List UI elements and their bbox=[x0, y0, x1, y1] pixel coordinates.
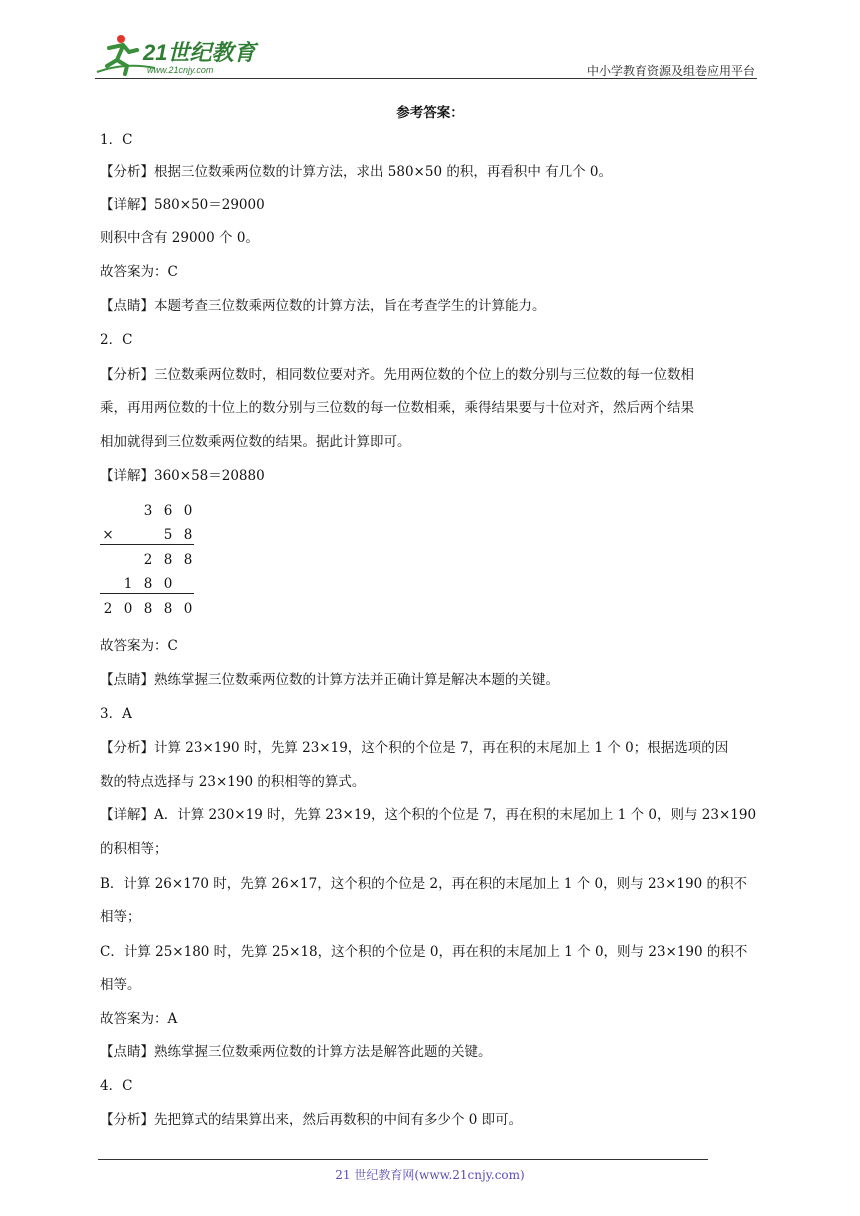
calc-digit: 8 bbox=[143, 576, 153, 592]
page-header bbox=[95, 32, 757, 80]
calc-digit: 8 bbox=[163, 552, 173, 568]
answer-line: 数的特点选择与 23×190 的积相等的算式。 bbox=[100, 774, 366, 790]
calc-digit: 0 bbox=[163, 576, 173, 592]
calc-digit: 5 bbox=[163, 527, 173, 543]
calc-rule bbox=[100, 544, 194, 545]
answer-line: 故答案为：A bbox=[100, 1011, 178, 1027]
calc-digit: 0 bbox=[123, 601, 133, 617]
answer-line: 4．C bbox=[100, 1078, 133, 1094]
platform-name: 中小学教育资源及组卷应用平台 bbox=[586, 64, 755, 78]
calc-digit: 8 bbox=[183, 527, 193, 543]
calc-digit: 8 bbox=[183, 552, 193, 568]
calc-digit: 6 bbox=[163, 503, 173, 519]
answer-line: 1．C bbox=[100, 132, 133, 148]
answer-line: 【详解】580×50＝29000 bbox=[100, 197, 265, 213]
answer-line: 【点睛】熟练掌握三位数乘两位数的计算方法是解答此题的关键。 bbox=[100, 1044, 492, 1060]
header-divider bbox=[95, 78, 757, 79]
answer-line: C．计算 25×180 时，先算 25×18，这个积的个位是 0，再在积的末尾加上 1 个 0，则与 23×190 的积不 bbox=[100, 944, 748, 960]
answer-line: 3．A bbox=[100, 706, 132, 722]
answer-line: 的积相等； bbox=[100, 841, 168, 857]
footer-divider bbox=[98, 1159, 708, 1160]
calc-digit: 8 bbox=[143, 601, 153, 617]
footer-text: 21 世纪教育网(www.21cnjy.com) bbox=[335, 1168, 525, 1182]
answer-line: 故答案为：C bbox=[100, 264, 178, 280]
calc-digit: 3 bbox=[143, 503, 153, 519]
answer-line: 故答案为：C bbox=[100, 638, 178, 654]
answer-line: 相加就得到三位数乘两位数的结果。据此计算即可。 bbox=[100, 434, 411, 450]
svg-text:www.21cnjy.com: www.21cnjy.com bbox=[147, 65, 214, 75]
calc-digit: 1 bbox=[123, 576, 133, 592]
answer-line: 相等。 bbox=[100, 977, 141, 993]
answer-line: 【分析】计算 23×190 时，先算 23×19，这个积的个位是 7，再在积的末尾加上 1 个 0；根据选项的因 bbox=[100, 740, 729, 756]
answer-line: 【点睛】本题考查三位数乘两位数的计算方法，旨在考查学生的计算能力。 bbox=[100, 298, 546, 314]
calc-digit: 2 bbox=[143, 552, 153, 568]
answer-line: 【分析】根据三位数乘两位数的计算方法，求出 580×50 的积，再看积中 有几个 0。 bbox=[100, 164, 613, 180]
answer-line: 【详解】A．计算 230×19 时，先算 23×19，这个积的个位是 7，再在积的末尾加上 1 个 0，则与 23×190 bbox=[100, 807, 757, 823]
calc-digit: 0 bbox=[183, 503, 193, 519]
calc-digit: × bbox=[102, 527, 114, 543]
calc-digit: 2 bbox=[103, 601, 113, 617]
svg-text:21世纪教育: 21世纪教育 bbox=[143, 40, 256, 65]
page-title: 参考答案： bbox=[396, 105, 464, 121]
calc-digit: 0 bbox=[183, 601, 193, 617]
calc-digit: 8 bbox=[163, 601, 173, 617]
calc-rule bbox=[100, 593, 194, 594]
answer-line: 乘，再用两位数的十位上的数分别与三位数的每一位数相乘，乘得结果要与十位对齐，然后两个结果 bbox=[100, 400, 694, 416]
answer-line: 相等； bbox=[100, 909, 141, 925]
answer-line: 【详解】360×58＝20880 bbox=[100, 468, 265, 484]
answer-line: 【点睛】熟练掌握三位数乘两位数的计算方法并正确计算是解决本题的关键。 bbox=[100, 672, 559, 688]
answer-line: 则积中含有 29000 个 0。 bbox=[100, 230, 259, 246]
answer-line: 【分析】三位数乘两位数时，相同数位要对齐。先用两位数的个位上的数分别与三位数的每一位数相 bbox=[100, 367, 694, 383]
answer-line: B．计算 26×170 时，先算 26×17，这个积的个位是 2，再在积的末尾加上 1 个 0，则与 23×190 的积不 bbox=[100, 876, 747, 892]
answer-line: 2．C bbox=[100, 332, 133, 348]
answer-line: 【分析】先把算式的结果算出来，然后再数积的中间有多少个 0 即可。 bbox=[100, 1112, 523, 1128]
logo bbox=[95, 32, 265, 76]
